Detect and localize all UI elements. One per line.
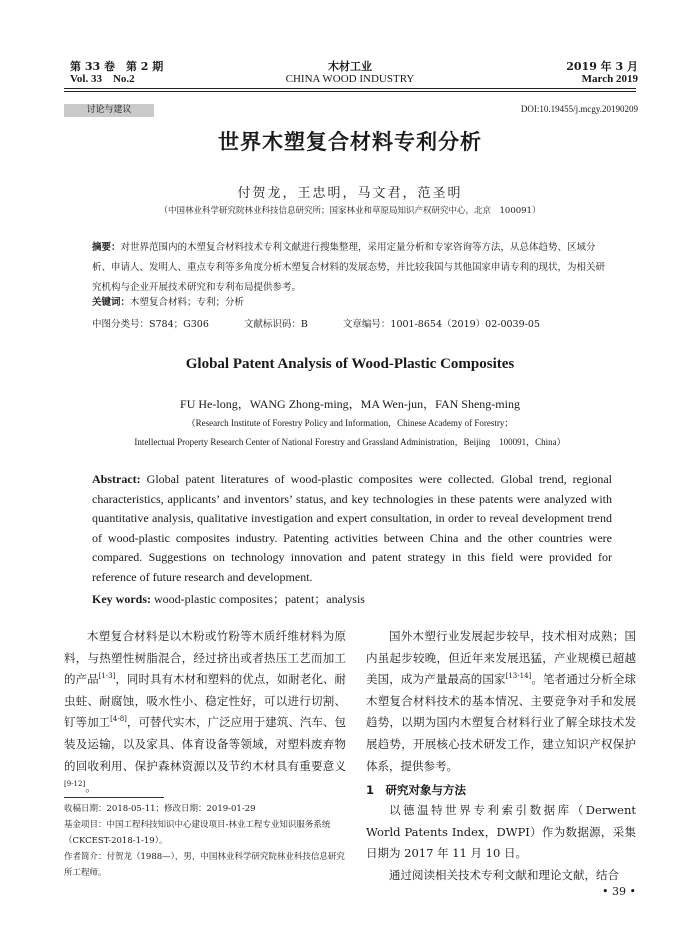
citation: [1-3]	[98, 672, 116, 681]
citation: [13-14]	[505, 672, 532, 681]
english-affiliation-2: Intellectual Property Research Center of National Forestry and Grassland Administration，Beijing 100091，China）	[134, 437, 566, 447]
footnotes	[64, 801, 346, 881]
section-heading: 1 研究对象与方法	[366, 783, 467, 797]
volume-issue-en: Vol. 33 No.2	[70, 73, 135, 85]
english-affiliation-1: （Research Institute of Forestry Policy and Information，Chinese Academy of Forestry；	[186, 418, 514, 428]
keywords-en-label: Key words:	[92, 592, 151, 606]
text-run: 国外木塑行业发展起步较早，技术相对成熟；国内虽起步较晚，但近年来发展迅猛，产业规模已超越美国，成为产量最高的国家	[366, 629, 636, 687]
citation: [4-8]	[110, 715, 127, 724]
abstract-zh	[92, 238, 612, 298]
document-code: 文献标识码：B	[243, 319, 308, 330]
english-title: Global Patent Analysis of Wood-Plastic Composites	[185, 356, 515, 372]
abstract-en-text: Global patent literatures of wood-plastic composites were collected. Global trend, regional characteristics, applicants’ and inventors’ status, and key technologies in these patents were analyzed with quantitative analysis, qualitative investigation and expert consultation, in order to reveal development trend of wood-plastic composites industry. Patenting activities between China and the other countries were compared. Suggestions on technology innovation and patent strategy in this field were provided for reference of future research and development.	[92, 472, 612, 584]
text-run: 木塑复合材料是以木粉或竹粉等木质纤维材料为原料，与热塑性树脂混合，经过挤出或者热压工艺而加工的产品	[64, 629, 346, 687]
page-number: • 39 •	[602, 885, 636, 898]
english-authors: FU He-long，WANG Zhong-ming，MA Wen-jun，FAN Sheng-ming	[180, 397, 520, 411]
text-run: ，同时具有木材和塑料的优点，如耐老化、耐虫蛀、耐腐蚀，吸水性小、稳定性好，可以进行切割、钉等加工	[64, 672, 347, 730]
abstract-zh-text: 对世界范围内的木塑复合材料技术专利文献进行搜集整理，采用定量分析和专家咨询等方法，从总体趋势、区域分析、申请人、发明人、重点专利等多角度分析木塑复合材料的发展态势，并比较我国与其他国家申请专利的现状，为相关研究机构与企业开展技术研究和专利布局提供参考。	[92, 242, 606, 293]
publication-date	[566, 60, 638, 86]
article-title: 世界木塑复合材料专利分析	[218, 130, 482, 154]
body-left-column	[64, 626, 346, 799]
footnote-received: 收稿日期：2018-05-11；修改日期：2019-01-29	[64, 804, 256, 814]
keywords-zh-label: 关键词：	[92, 297, 131, 308]
body-right-paragraph	[366, 626, 636, 777]
abstract-en-label: Abstract:	[92, 472, 141, 486]
affiliation: （中国林业科学研究院林业科技信息研究所；国家林业和草原局知识产权研究中心，北京 100091）	[159, 206, 541, 216]
doi: DOI:10.19455/j.mcgy.20190209	[520, 104, 638, 114]
body-right-paragraph-2: 以德温特世界专利索引数据库（Derwent World Patents Index，DWPI）作为数据源，采集日期为 2017 年 11 月 10 日。	[366, 803, 636, 861]
abstract-en	[92, 470, 612, 588]
footnote-author: 作者简介：付贺龙（1988—），男，中国林业科学研究院林业科技信息研究所工程师。	[64, 852, 345, 878]
footnote-rule	[64, 797, 164, 798]
keywords-zh	[92, 294, 244, 308]
text-run: ，可替代实木，广泛应用于建筑、汽车、包装及运输，以及家具、体育设备等领域，对塑料废弃物的回收利用、保护森林资源以及节约木材具有重要意义	[64, 715, 347, 773]
header-rule	[64, 88, 636, 89]
footnote-project: 基金项目：中国工程科技知识中心建设项目-林业工程专业知识服务系统（CKCEST-2018-1-19）。	[64, 820, 331, 846]
abstract-zh-label: 摘要：	[92, 242, 121, 253]
volume-issue-zh: 第 33 卷 第 2 期	[70, 60, 164, 73]
authors: 付贺龙，王忠明，马文君，范圣明	[237, 186, 463, 201]
date-en: March 2019	[581, 73, 638, 85]
body-right-column	[366, 626, 636, 777]
body-left-paragraph	[64, 626, 346, 799]
keywords-en-text: wood-plastic composites；patent；analysis	[151, 592, 365, 606]
header-rule-thin	[64, 91, 636, 92]
classification	[92, 316, 572, 330]
clc-number: 中图分类号：S784；G306	[92, 319, 209, 330]
body-right-paragraph-3: 通过阅读相关技术专利文献和理论文献，结合	[389, 867, 619, 882]
journal-name-zh: 木材工业	[328, 60, 372, 73]
journal-name-en: CHINA WOOD INDUSTRY	[285, 73, 415, 85]
citation: [9-12]	[64, 780, 86, 789]
text-run: 。	[85, 780, 97, 795]
keywords-en	[92, 590, 365, 607]
date-zh: 2019 年 3 月	[566, 60, 638, 73]
body-right-column-2	[366, 800, 636, 886]
article-number: 文章编号：1001-8654（2019）02-0039-05	[342, 319, 540, 330]
text-run: 。笔者通过分析全球木塑复合材料技术的基本情况、主要竞争对手和发展趋势，以期为国内木塑复合材料行业了解全球技术发展趋势，开展核心技术研发工作，建立知识产权保护体系，提供参考。	[366, 672, 636, 773]
section-tag: 讨论与建议	[64, 104, 154, 117]
keywords-zh-text: 木塑复合材料；专利；分析	[130, 297, 245, 308]
